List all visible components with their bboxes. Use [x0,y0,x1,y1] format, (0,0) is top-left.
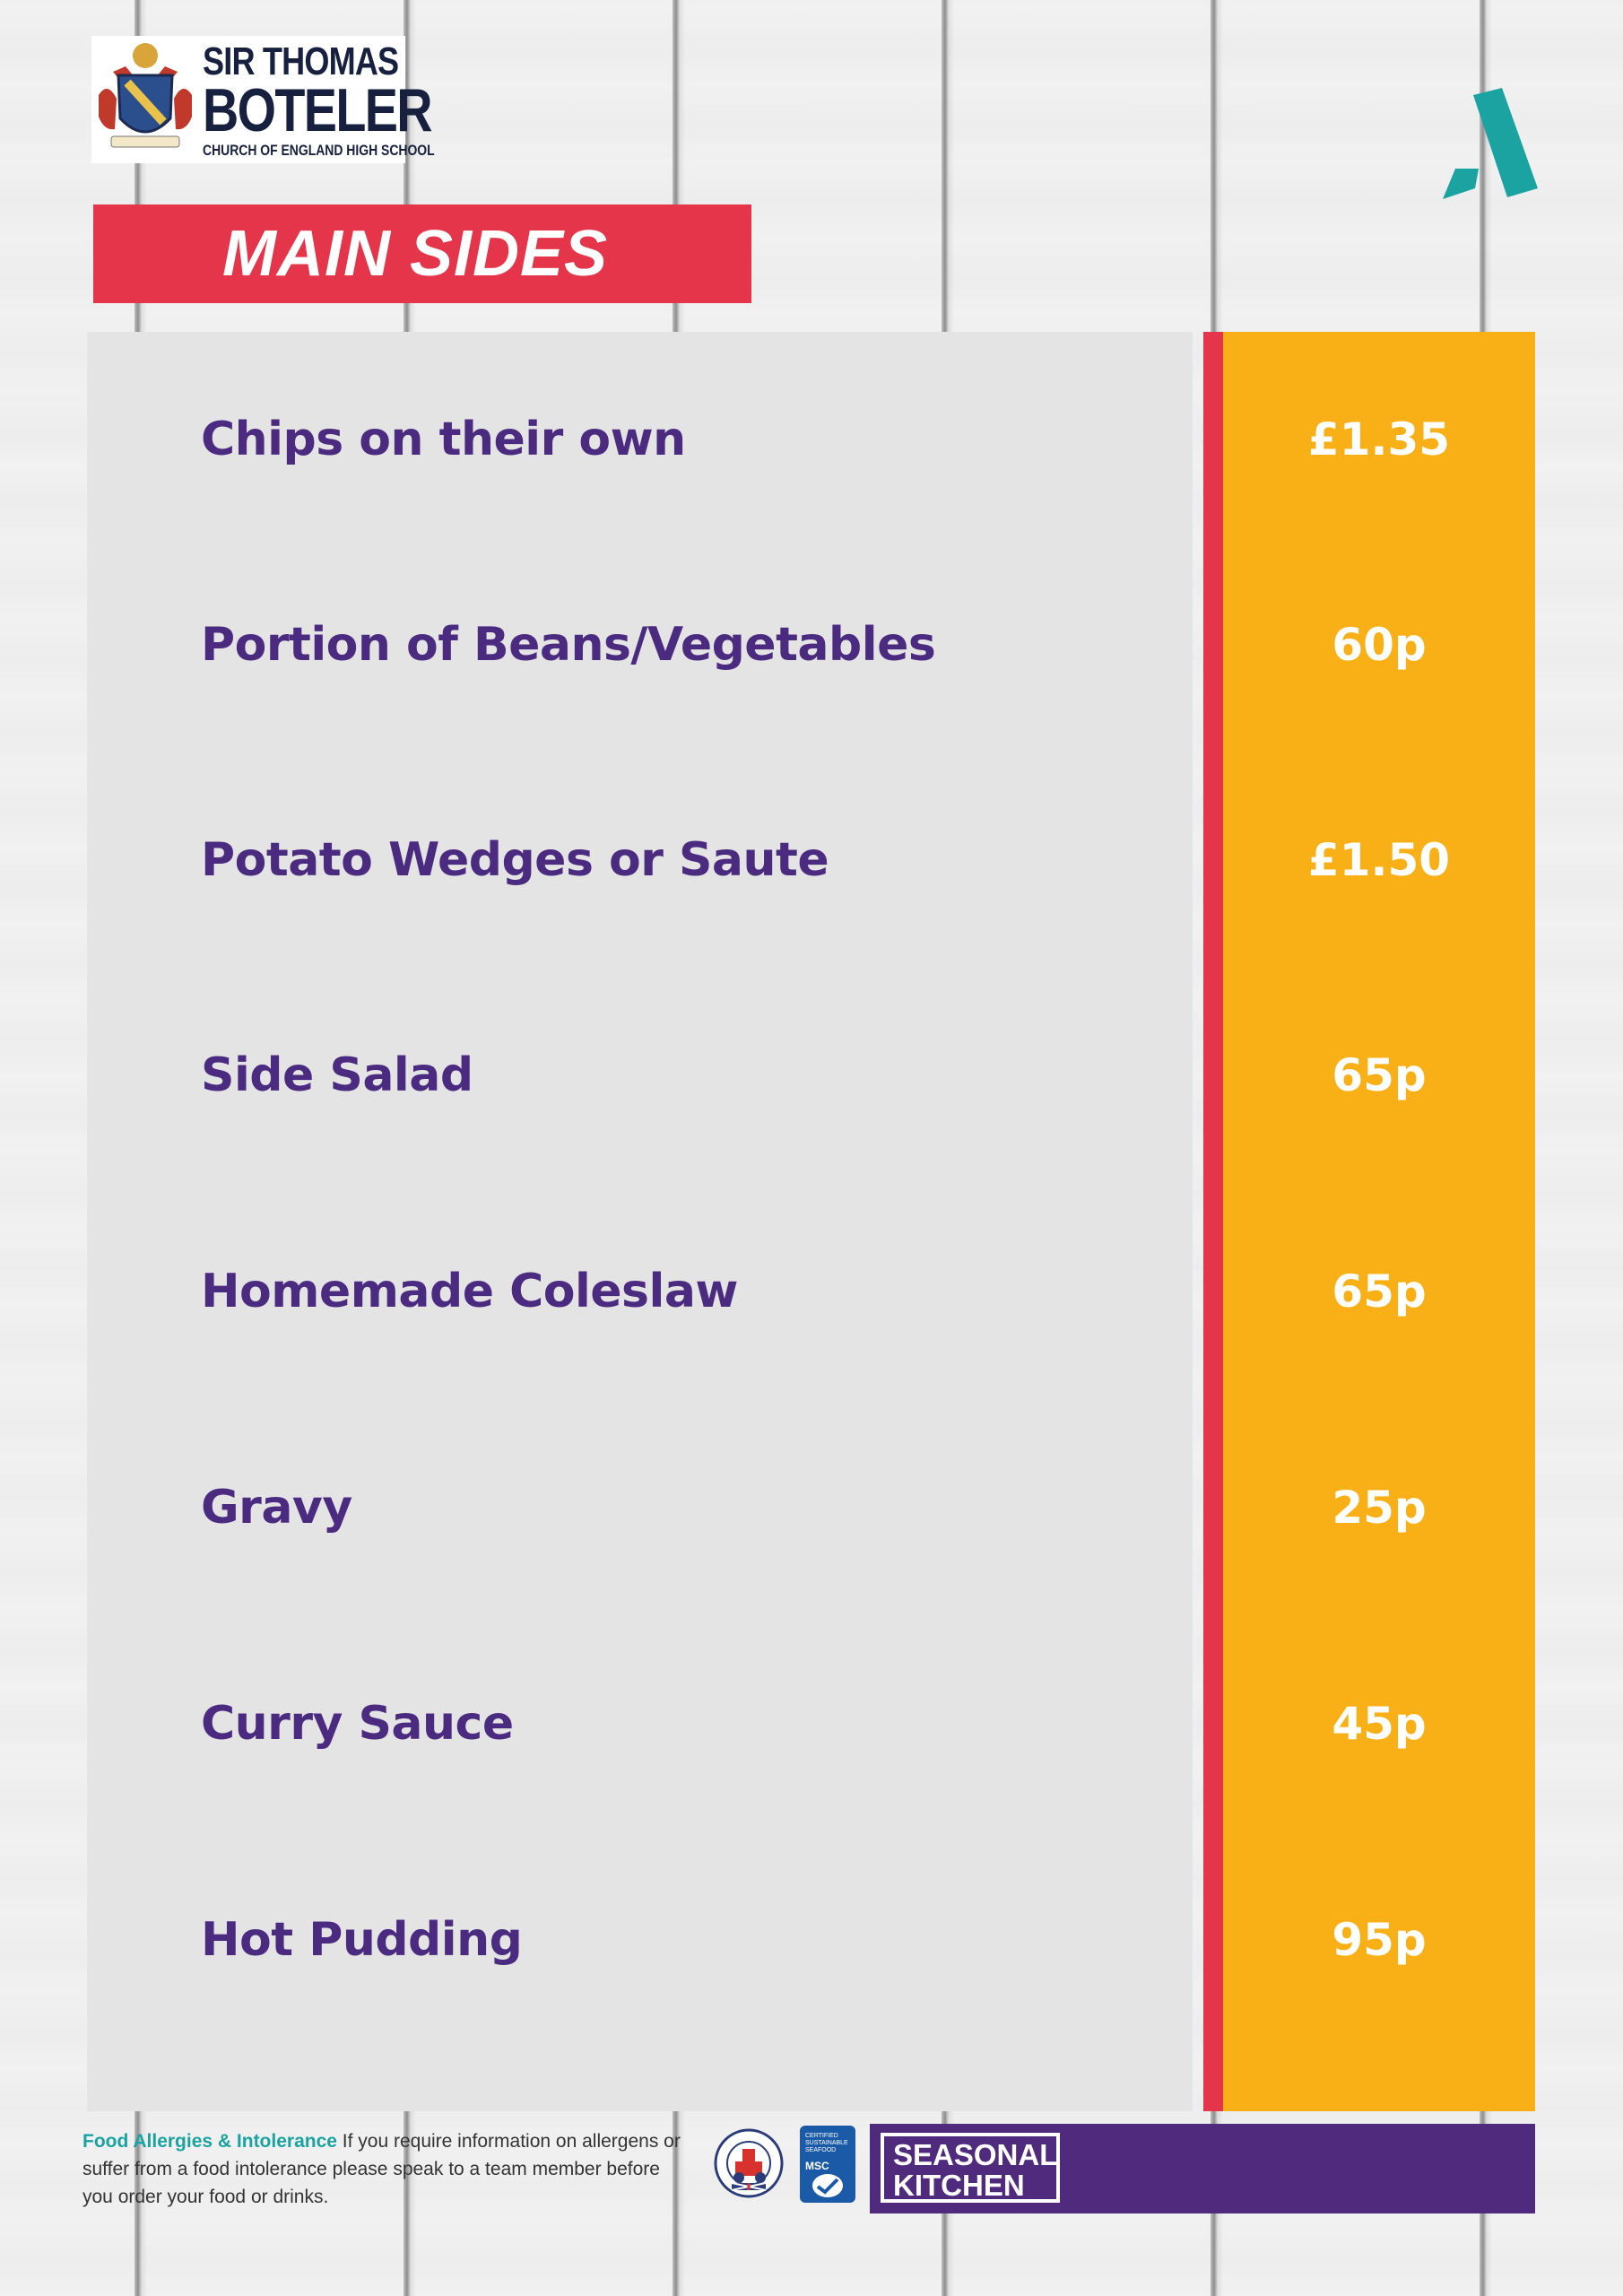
menu-panel [87,332,1193,2111]
menu-item-price: 25p [1332,1482,1427,1534]
menu-item-price: 65p [1332,1049,1427,1101]
divider-stripe [1203,332,1223,2111]
menu-item-price: 65p [1332,1265,1427,1318]
allergy-notice [82,2127,692,2211]
brand-a-logo-icon [1439,88,1538,206]
menu-item-name: Homemade Coleslaw [201,1265,738,1318]
title-banner [93,204,751,303]
menu-item-name: Hot Pudding [201,1913,523,1967]
menu-item-price: £1.50 [1307,834,1451,886]
school-crest-icon [91,36,199,163]
msc-badge [800,2126,855,2203]
page-title: MAIN SIDES [222,218,609,290]
seasonal-kitchen-bar [870,2124,1535,2213]
menu-item-name: Side Salad [201,1048,473,1102]
assured-food-standards-badge [714,2127,784,2199]
school-name-line2: BOTELER [203,75,431,144]
fish-tick-icon [811,2172,845,2199]
allergy-notice-title: Food Allergies & Intolerance [82,2131,337,2152]
seasonal-kitchen-line1: SEASONAL [893,2138,1058,2171]
seasonal-kitchen-logo [881,2133,1060,2203]
menu-item-name: Gravy [201,1481,352,1535]
menu-item-name: Chips on their own [201,413,686,466]
menu-item-price: 45p [1332,1698,1427,1750]
seasonal-kitchen-line2: KITCHEN [893,2169,1025,2202]
menu-item-name: Potato Wedges or Saute [201,833,829,887]
allergy-notice-text: If you require information on allergens or suffer from a food intolerance please speak to a team member before you order your food or drinks. [82,2131,681,2207]
menu-item-price: 95p [1332,1914,1427,1966]
school-logo [91,36,435,163]
menu-item-name: Portion of Beans/Vegetables [201,618,936,672]
msc-badge-label: MSC [805,2160,829,2172]
school-name [203,39,485,159]
school-name-line3: CHURCH OF ENGLAND HIGH SCHOOL [203,141,435,159]
price-column [1223,332,1535,2111]
menu-item-price: £1.35 [1307,413,1451,465]
msc-badge-text: CERTIFIED SUSTAINABLE SEAFOOD [805,2133,848,2153]
school-name-line1: SIR THOMAS [203,39,399,83]
menu-item-price: 60p [1332,619,1427,671]
menu-item-name: Curry Sauce [201,1697,514,1751]
